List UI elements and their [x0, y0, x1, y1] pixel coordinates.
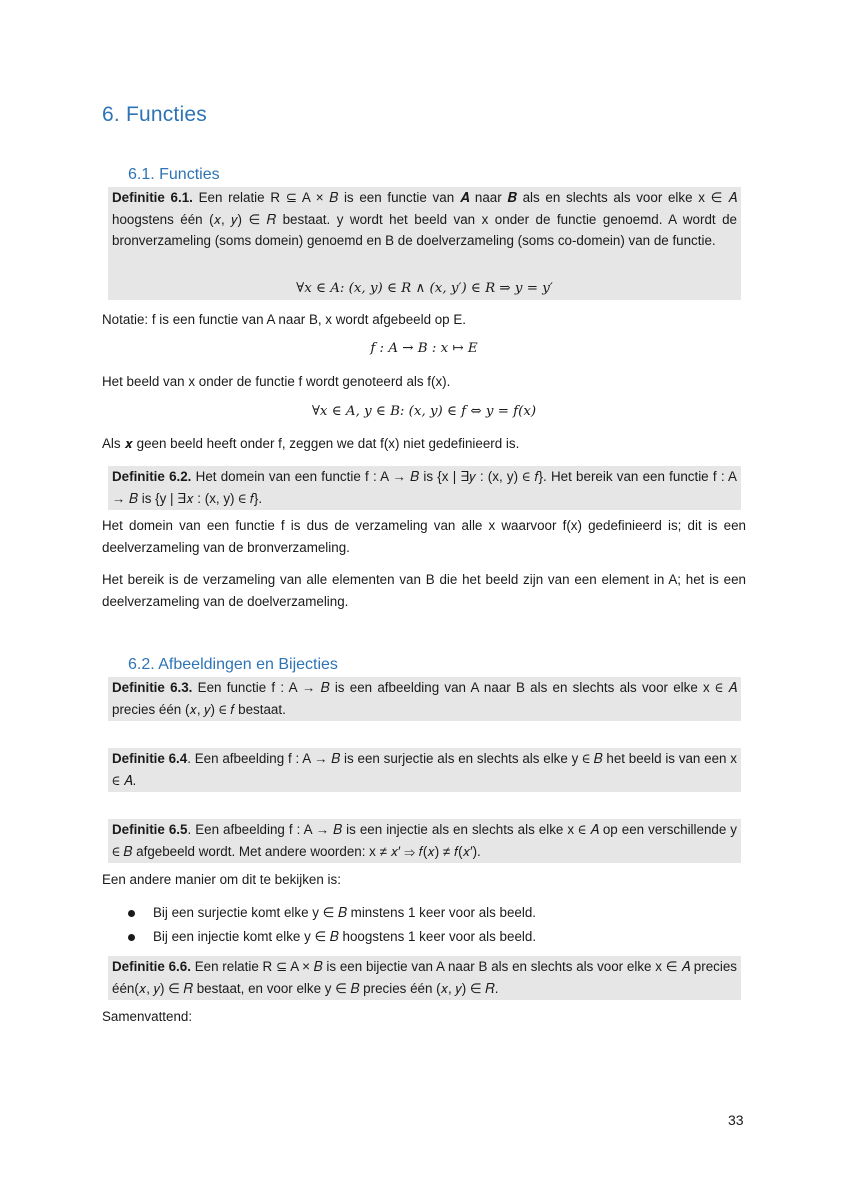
- notatie-text: Notatie: f is een functie van A naar B, x wordt afgebeeld op E.: [102, 312, 467, 327]
- definition-label: Definitie 6.3.: [112, 680, 193, 695]
- definition-label: Definitie 6.4: [112, 751, 188, 766]
- bullet-icon: [128, 910, 135, 917]
- definition-6-2: [108, 466, 741, 510]
- bereik-text: Het bereik is de verzameling van alle elementen van B die het beeld zijn van een element in A; het is een deelverzameling van de doelverzameling.: [102, 572, 746, 609]
- list-item: [128, 925, 536, 949]
- list-item-text: Bij een surjectie komt elke y ∈ 𝐵 minstens 1 keer voor als beeld.: [153, 905, 537, 920]
- definition-6-6: [108, 956, 741, 1000]
- definition-label: Definitie 6.6.: [112, 959, 191, 974]
- definition-6-3: [108, 677, 741, 721]
- samenvattend-text: Samenvattend:: [102, 1009, 193, 1024]
- definition-text: Het domein van een functie f : A → 𝐵 is {x | ∃𝑦 : (x, y) ∈ 𝑓}. Het bereik van een functie f : A → 𝐵 is {y | ∃𝑥 : (x, y) ∈ 𝑓}.: [112, 469, 737, 506]
- list-item: [128, 901, 536, 925]
- definition-6-4: [108, 748, 741, 792]
- section-title-6-1: 6.1. Functies: [128, 166, 220, 183]
- definition-text: Een relatie R ⊆ A × 𝐵 is een functie van 𝑨 naar 𝑩 als en slechts als voor elke x ∈ 𝐴 hoogstens één (𝑥, 𝑦) ∈ 𝑅 bestaat. y wordt het beeld van x onder de functie genoemd. A wordt de bronverzameling (soms domein) genoemd en B de doelverzameling (soms co-domein) van de functie.: [112, 190, 737, 248]
- formula-notatie: f : A → 𝐵 : x ↦ 𝐸: [370, 341, 478, 356]
- definition-text: . Een afbeelding f : A → 𝐵 is een injectie als en slechts als elke x ∈ 𝐴 op een verschillende y ∈ 𝐵 afgebeeld wordt. Met andere woorden: x ≠ 𝑥′ ⇒ 𝑓(𝑥) ≠ 𝑓(𝑥′).: [112, 822, 737, 859]
- chapter-title: 6. Functies: [102, 103, 207, 126]
- geen-beeld-text: Als 𝒙 geen beeld heeft onder f, zeggen we dat f(x) niet gedefinieerd is.: [102, 436, 520, 451]
- definition-text: Een relatie R ⊆ A × 𝐵 is een bijectie van A naar B als en slechts als voor elke x ∈ 𝐴 precies één(𝑥, 𝑦) ∈ 𝑅 bestaat, en voor elke y ∈ 𝐵 precies één (𝑥, 𝑦) ∈ 𝑅.: [112, 959, 737, 996]
- domein-text: Het domein van een functie f is dus de verzameling van alle x waarvoor f(x) gedefinieerd is; dit is een deelverzameling van de bronverzameling.: [102, 518, 746, 555]
- definition-label: Definitie 6.1.: [112, 190, 193, 205]
- definition-label: Definitie 6.2.: [112, 469, 192, 484]
- definition-text: Een functie f : A → 𝐵 is een afbeelding van A naar B als en slechts als voor elke x ∈ 𝐴 precies één (𝑥, 𝑦) ∈ 𝑓 bestaat.: [112, 680, 737, 717]
- bullet-list: [128, 901, 536, 949]
- formula-definition-6-1: ∀𝑥 ∈ 𝐴: (𝑥, 𝑦) ∈ 𝑅 ∧ (𝑥, 𝑦′) ∈ 𝑅 ⇒ 𝑦 = 𝑦′: [108, 278, 741, 300]
- definition-text: . Een afbeelding f : A → 𝐵 is een surjectie als en slechts als elke y ∈ 𝐵 het beeld is van een x ∈ 𝐴.: [112, 751, 737, 788]
- list-item-text: Bij een injectie komt elke y ∈ 𝐵 hoogstens 1 keer voor als beeld.: [153, 929, 537, 944]
- bullet-icon: [128, 934, 135, 941]
- definition-6-1: [108, 187, 741, 278]
- beeld-text: Het beeld van x onder de functie f wordt genoteerd als f(x).: [102, 374, 451, 389]
- definition-6-5: [108, 819, 741, 863]
- page-number: 33: [728, 1112, 744, 1128]
- andere-manier-text: Een andere manier om dit te bekijken is:: [102, 872, 341, 887]
- formula-beeld: ∀𝑥 ∈ 𝐴, y ∈ 𝐵: (𝑥, 𝑦) ∈ 𝑓 ⇔ 𝑦 = f(𝑥): [311, 404, 537, 419]
- section-title-6-2: 6.2. Afbeeldingen en Bijecties: [128, 656, 338, 673]
- definition-label: Definitie 6.5: [112, 822, 188, 837]
